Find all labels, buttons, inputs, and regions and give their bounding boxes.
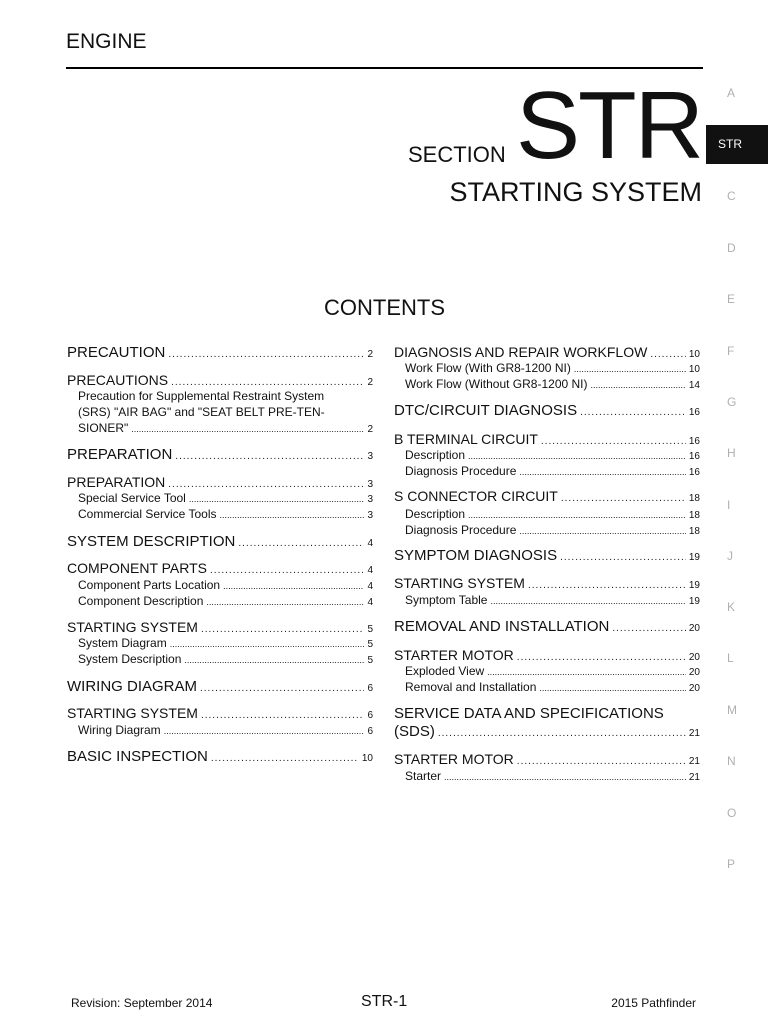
- toc-entry[interactable]: SIONER" ..... 2: [67, 421, 373, 435]
- header-rule: [66, 67, 703, 69]
- toc-entry[interactable]: PREPARATION ..... 3: [67, 474, 373, 490]
- toc-entry[interactable]: STARTING SYSTEM ..... 19: [394, 575, 700, 591]
- toc-entry[interactable]: (SDS) ..... 21: [394, 723, 700, 740]
- toc-entry[interactable]: B TERMINAL CIRCUIT ..... 16: [394, 431, 700, 447]
- toc-entry[interactable]: SYSTEM DESCRIPTION ..... 4: [67, 533, 373, 550]
- toc-entry[interactable]: Special Service Tool ..... 3: [67, 491, 373, 505]
- toc-entry[interactable]: Component Description ..... 4: [67, 594, 373, 608]
- toc-entry[interactable]: Removal and Installation ..... 20: [394, 680, 700, 694]
- section-index-tabs: [706, 0, 768, 1024]
- toc-entry[interactable]: Symptom Table ..... 19: [394, 593, 700, 607]
- toc-entry[interactable]: Diagnosis Procedure ..... 16: [394, 464, 700, 478]
- index-tab-g[interactable]: G: [727, 395, 737, 409]
- section-name: STARTING SYSTEM: [449, 177, 702, 207]
- index-tab-n[interactable]: N: [727, 754, 736, 768]
- toc-entry[interactable]: PRECAUTION ..... 2: [67, 344, 373, 361]
- toc-entry[interactable]: STARTING SYSTEM ..... 6: [67, 705, 373, 721]
- toc-entry[interactable]: System Diagram ..... 5: [67, 636, 373, 650]
- toc-entry-line[interactable]: Precaution for Supplemental Restraint System: [78, 389, 325, 403]
- toc-entry[interactable]: S CONNECTOR CIRCUIT ..... 18: [394, 488, 700, 504]
- header-title: ENGINE: [66, 30, 147, 53]
- toc-entry[interactable]: DTC/CIRCUIT DIAGNOSIS ..... 16: [394, 402, 700, 419]
- toc-entry[interactable]: Starter ..... 21: [394, 769, 700, 783]
- index-tab-h[interactable]: H: [727, 446, 736, 460]
- footer-model: 2015 Pathfinder: [611, 996, 696, 1010]
- index-tab-i[interactable]: I: [727, 498, 731, 512]
- footer-revision: Revision: September 2014: [71, 996, 213, 1010]
- toc-entry[interactable]: STARTER MOTOR ..... 20: [394, 647, 700, 663]
- section-code: STR: [516, 72, 702, 179]
- toc-entry[interactable]: PREPARATION ..... 3: [67, 446, 373, 463]
- index-tab-p[interactable]: P: [727, 857, 736, 871]
- index-tab-j[interactable]: J: [727, 549, 733, 563]
- toc-entry[interactable]: Diagnosis Procedure ..... 18: [394, 523, 700, 537]
- toc-entry[interactable]: WIRING DIAGRAM ..... 6: [67, 678, 373, 695]
- toc-entry[interactable]: Exploded View ..... 20: [394, 664, 700, 678]
- toc-entry[interactable]: Commercial Service Tools ..... 3: [67, 507, 373, 521]
- toc-entry[interactable]: DIAGNOSIS AND REPAIR WORKFLOW ..... 10: [394, 344, 700, 360]
- index-tab-k[interactable]: K: [727, 600, 736, 614]
- toc-entry[interactable]: STARTER MOTOR ..... 21: [394, 751, 700, 767]
- index-tab-d[interactable]: D: [727, 241, 736, 255]
- section-label: SECTION: [408, 142, 506, 167]
- toc-entry[interactable]: Work Flow (With GR8-1200 NI) ..... 10: [394, 361, 700, 375]
- index-tab-o[interactable]: O: [727, 806, 737, 820]
- index-tab-str[interactable]: STR: [706, 125, 768, 164]
- toc-entry[interactable]: Wiring Diagram ..... 6: [67, 723, 373, 737]
- toc-entry[interactable]: Description ..... 16: [394, 448, 700, 462]
- toc-entry[interactable]: System Description ..... 5: [67, 652, 373, 666]
- footer-page-id: STR-1: [361, 993, 408, 1010]
- toc-entry[interactable]: Component Parts Location ..... 4: [67, 578, 373, 592]
- index-tab-f[interactable]: F: [727, 344, 735, 358]
- toc-entry[interactable]: PRECAUTIONS ..... 2: [67, 372, 373, 388]
- index-tab-m[interactable]: M: [727, 703, 737, 717]
- toc-entry[interactable]: REMOVAL AND INSTALLATION ..... 20: [394, 618, 700, 635]
- index-tab-l[interactable]: L: [727, 651, 734, 665]
- toc-entry[interactable]: SYMPTOM DIAGNOSIS ..... 19: [394, 547, 700, 564]
- toc-entry[interactable]: STARTING SYSTEM ..... 5: [67, 619, 373, 635]
- toc-entry[interactable]: Work Flow (Without GR8-1200 NI) ..... 14: [394, 377, 700, 391]
- index-tab-a[interactable]: A: [727, 86, 736, 100]
- toc-entry[interactable]: Description ..... 18: [394, 507, 700, 521]
- toc-entry-line[interactable]: (SRS) "AIR BAG" and "SEAT BELT PRE-TEN-: [78, 405, 325, 419]
- index-tab-e[interactable]: E: [727, 292, 736, 306]
- toc-entry-line[interactable]: SERVICE DATA AND SPECIFICATIONS: [394, 705, 664, 722]
- toc-entry[interactable]: BASIC INSPECTION ..... 10: [67, 748, 373, 765]
- index-tab-c[interactable]: C: [727, 189, 736, 203]
- toc-entry[interactable]: COMPONENT PARTS ..... 4: [67, 560, 373, 576]
